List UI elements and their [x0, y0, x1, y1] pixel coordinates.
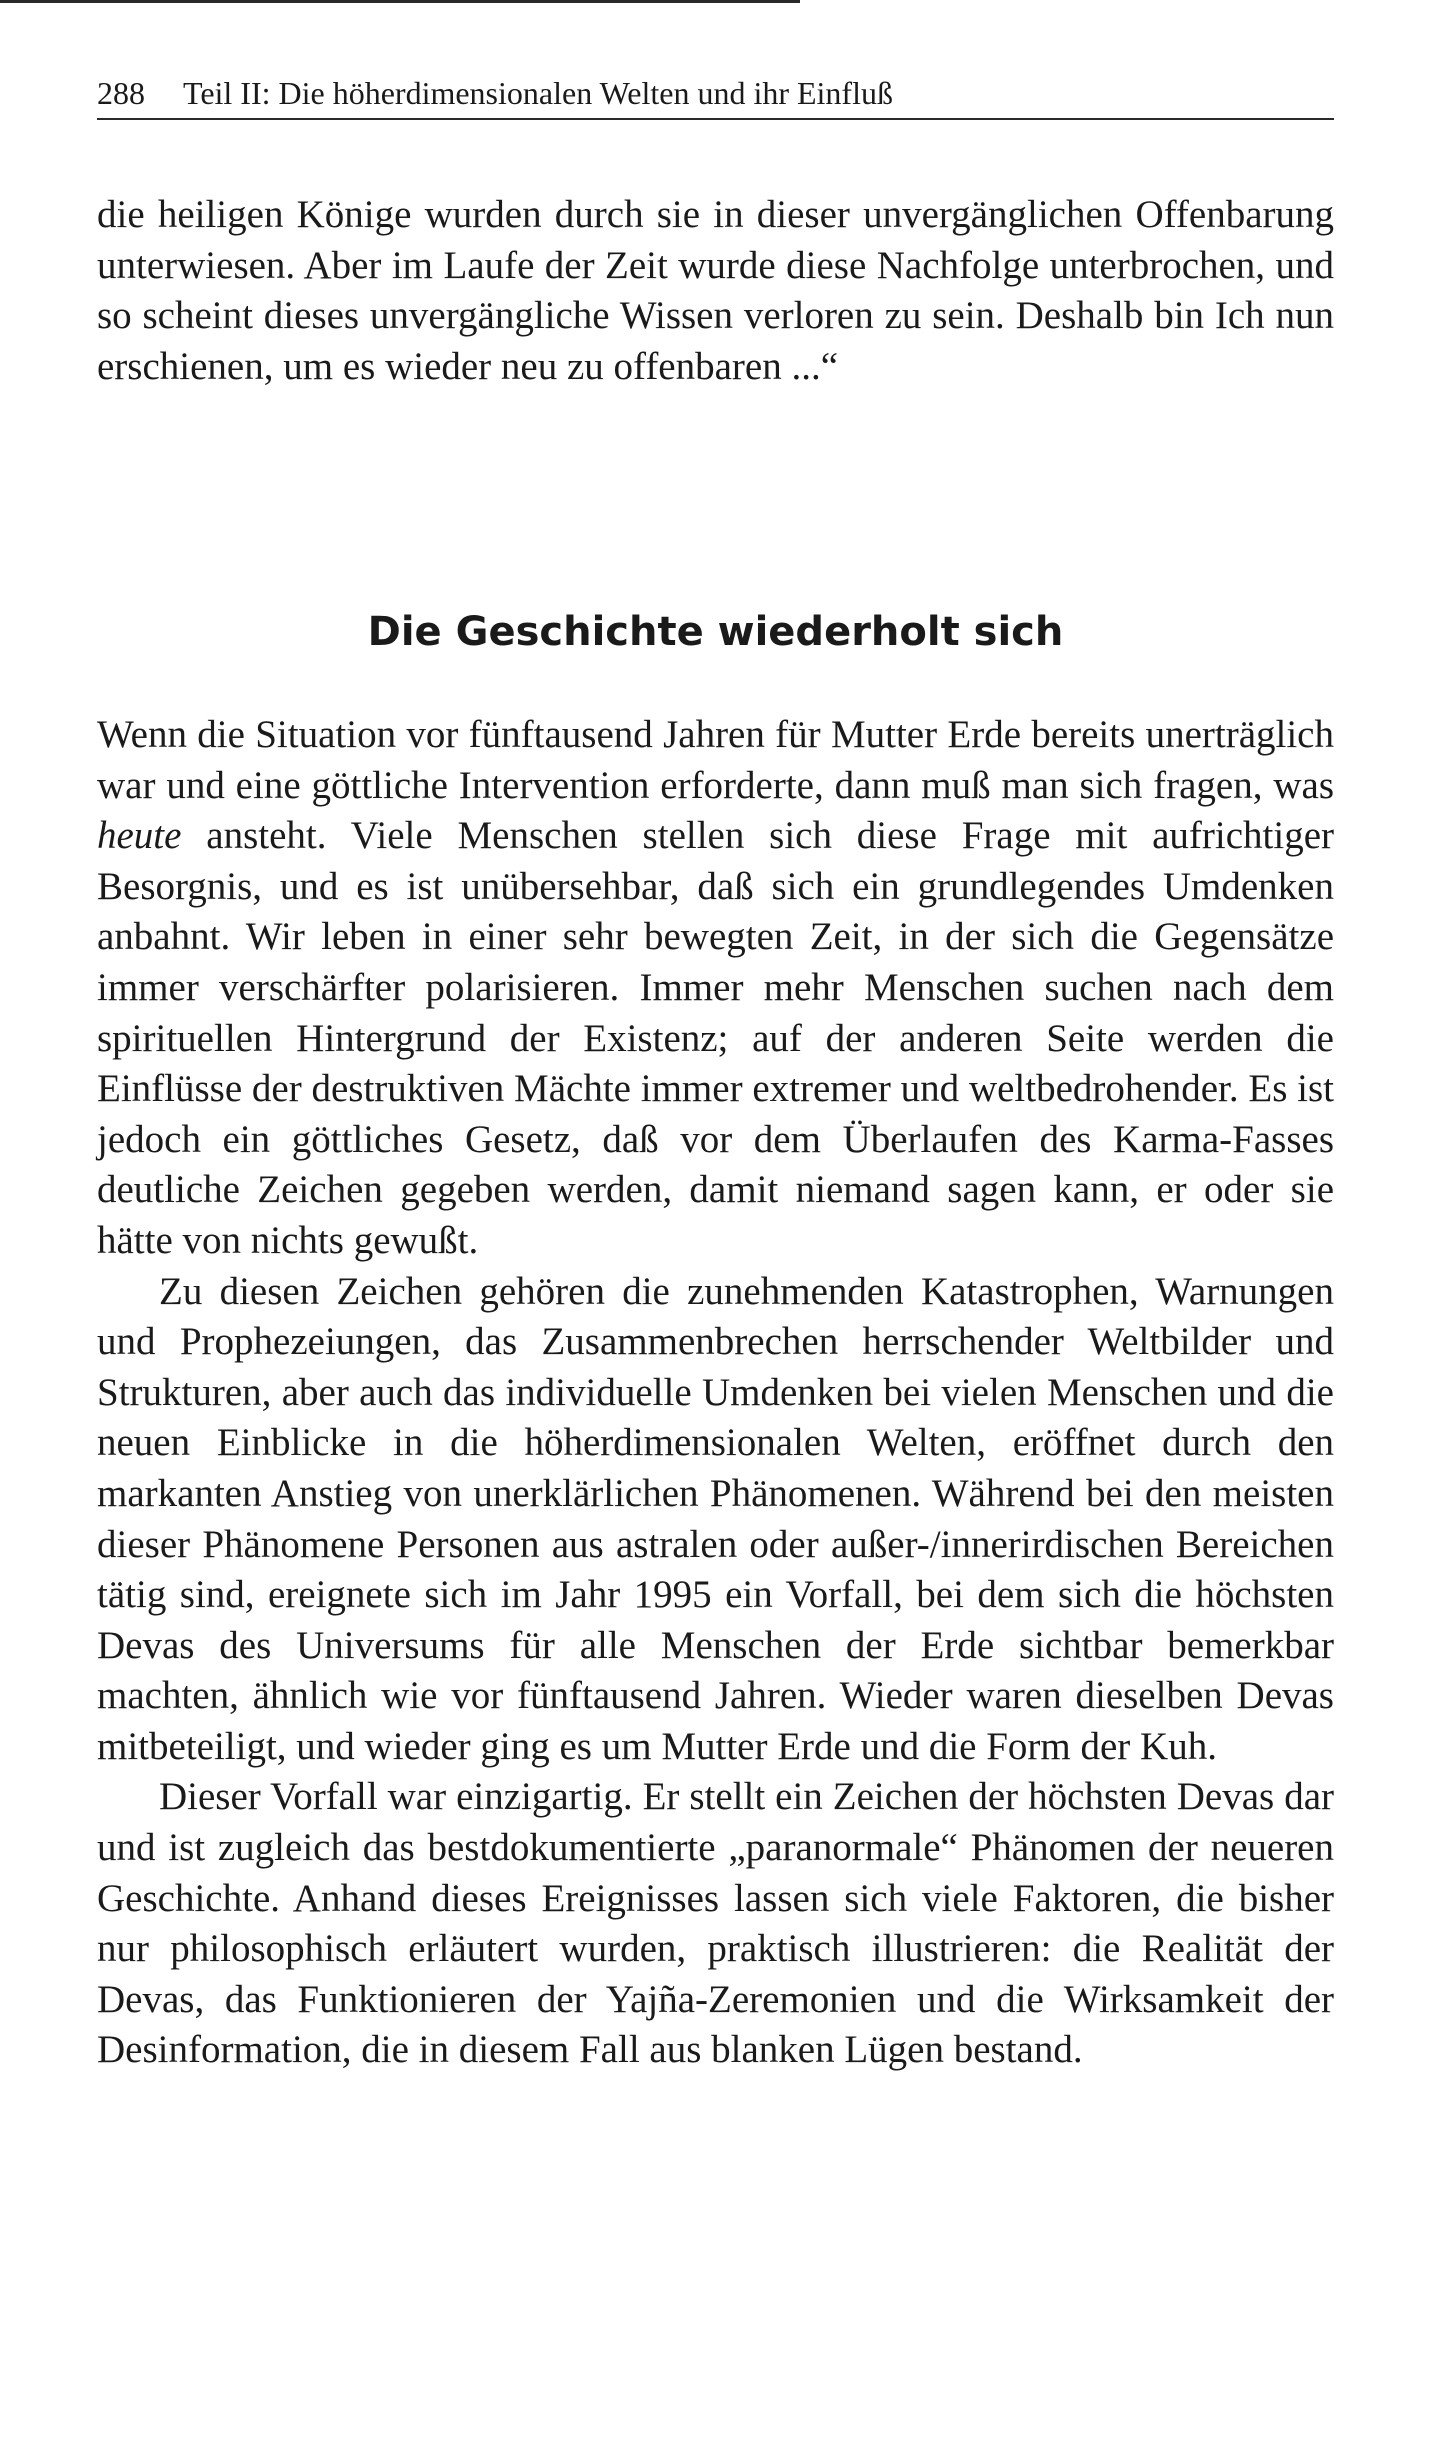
top-edge-rule — [0, 0, 800, 3]
paragraph-1-lead: Wenn die Situation vor fünftausend Jahren für Mutter Erde bereits unerträglich war und eine göttliche Intervention erforderte, dann muß man sich fragen, was — [97, 713, 1334, 807]
running-title: Teil II: Die höherdimensionalen Welten und ihr Einfluß — [183, 75, 893, 111]
page-number: 288 — [97, 75, 145, 111]
paragraph-1 — [97, 710, 1334, 1267]
emphasis-heute: heute — [97, 814, 182, 858]
running-header — [97, 68, 1334, 120]
section-body — [97, 710, 1334, 2076]
continuation-text-block — [97, 190, 1334, 392]
paragraph-1-rest: ansteht. Viele Menschen stellen sich diese Frage mit aufrichtiger Besorgnis, und es ist unübersehbar, daß sich ein grundlegendes Umdenken anbahnt. Wir leben in einer sehr bewegten Zeit, in der sich die Gegensätze immer verschärfter polarisieren. Immer mehr Menschen suchen nach dem spirituellen Hintergrund der Existenz; auf der anderen Seite werden die Einflüsse der destruktiven Mächte immer extremer und weltbedrohender. Es ist jedoch ein göttliches Gesetz, daß vor dem Überlaufen des Karma-Fasses deutliche Zeichen gegeben werden, damit niemand sagen kann, er oder sie hätte von nichts gewußt. — [97, 814, 1334, 1262]
section-heading: Die Geschichte wiederholt sich — [367, 609, 1064, 655]
continuation-paragraph: die heiligen Könige wurden durch sie in dieser unvergänglichen Offenbarung unterwiesen. Aber im Laufe der Zeit wurde diese Nachfolge unterbrochen, und so scheint dieses unvergängliche Wissen verloren zu sein. Deshalb bin Ich nun erschienen, um es wieder neu zu offenbaren ...“ — [97, 193, 1334, 388]
paragraph-3: Dieser Vorfall war einzigartig. Er stellt ein Zeichen der höchsten Devas dar und ist zugleich das bestdokumentierte „paranormale“ Phänomen der neueren Geschichte. Anhand dieses Ereignisses lassen sich viele Faktoren, die bisher nur philosophisch erläutert wurden, praktisch illustrieren: die Realität der Devas, das Funktionieren der Yajña-Zeremonien und die Wirksamkeit der Desinformation, die in diesem Fall aus blanken Lügen bestand. — [97, 1775, 1334, 2072]
paragraph-2: Zu diesen Zeichen gehören die zunehmenden Katastrophen, Warnungen und Prophezeiungen, das Zusammenbrechen herrschender Weltbilder und Strukturen, aber auch das individuelle Umdenken bei vielen Menschen und die neuen Einblicke in die höherdimensionalen Welten, eröffnet durch den markanten Anstieg von unerklärlichen Phänomenen. Während bei den meisten dieser Phänomene Personen aus astralen oder außer-/innerirdischen Bereichen tätig sind, ereignete sich im Jahr 1995 ein Vorfall, bei dem sich die höchsten Devas des Universums für alle Menschen der Erde sichtbar bemerkbar machten, ähnlich wie vor fünftausend Jahren. Wieder waren dieselben Devas mitbeteiligt, und wieder ging es um Mutter Erde und die Form der Kuh. — [97, 1269, 1334, 1768]
